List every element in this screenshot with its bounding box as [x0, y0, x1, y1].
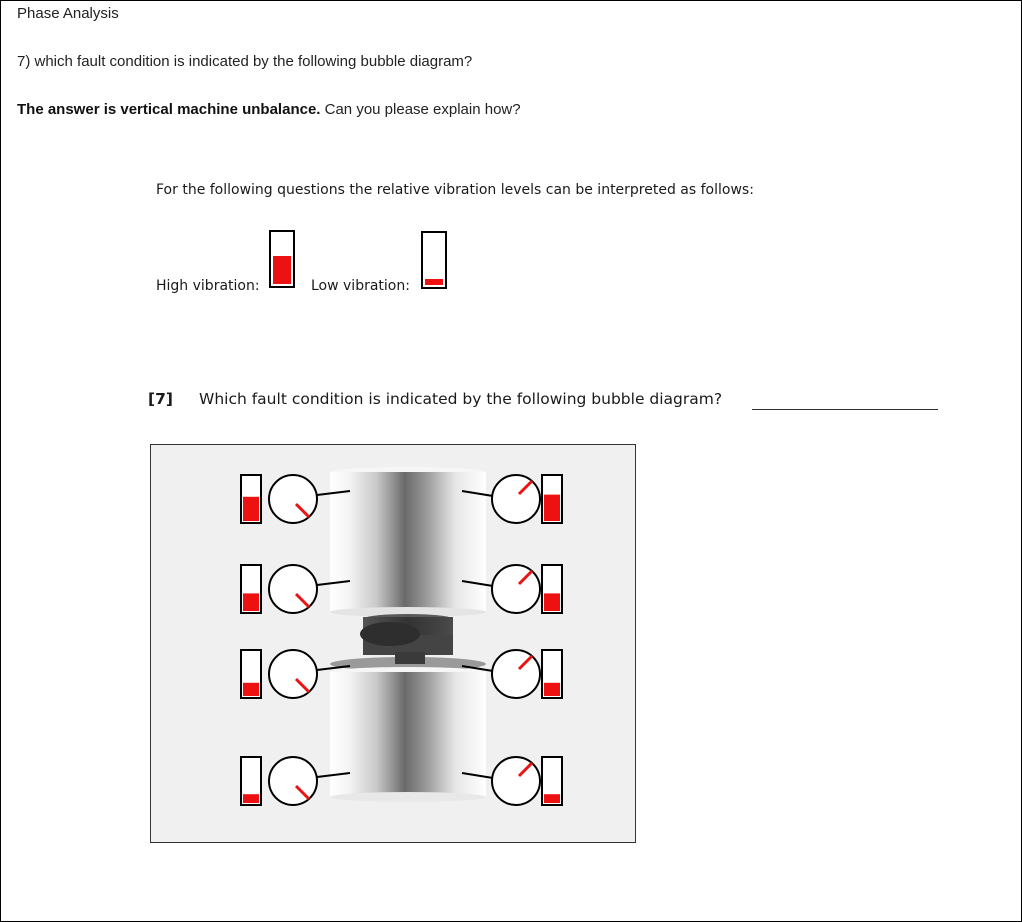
vibration-level-bar-fill [544, 794, 560, 803]
answer-bold: The answer is vertical machine unbalance. [17, 101, 321, 118]
vibration-level-bar-fill [243, 794, 259, 803]
vibration-level-bar-fill [544, 683, 560, 696]
low-vibration-legend-bar [421, 231, 447, 289]
bubble-diagram [150, 444, 636, 843]
answer-text [17, 101, 521, 118]
high-vibration-legend-bar [269, 230, 295, 288]
vibration-level-bar-fill [243, 683, 259, 696]
vibration-level-bar-fill [243, 497, 259, 521]
motor-body [330, 472, 486, 612]
vibration-level-bar-fill [544, 593, 560, 611]
vertical-pump-motor-icon [150, 444, 636, 843]
worksheet-question-number: [7] [148, 390, 173, 408]
answer-blank-line [752, 409, 938, 410]
pump-body [330, 672, 486, 797]
coupling-hub [395, 652, 425, 664]
vibration-level-bar-fill [243, 593, 259, 611]
coupling-dome [360, 622, 420, 646]
level-fill [425, 279, 443, 285]
worksheet-question-text: Which fault condition is indicated by the following bubble diagram? [199, 390, 723, 408]
pump-bottom-cap [330, 792, 486, 802]
page-title: Phase Analysis [17, 5, 119, 22]
legend-low-label: Low vibration: [311, 278, 410, 294]
question-text: 7) which fault condition is indicated by the following bubble diagram? [17, 53, 473, 70]
answer-rest: Can you please explain how? [320, 101, 521, 118]
vibration-level-bar-fill [544, 495, 560, 521]
worksheet-intro: For the following questions the relative vibration levels can be interpreted as follows: [156, 182, 754, 198]
level-fill [273, 256, 291, 284]
legend-high-label: High vibration: [156, 278, 260, 294]
